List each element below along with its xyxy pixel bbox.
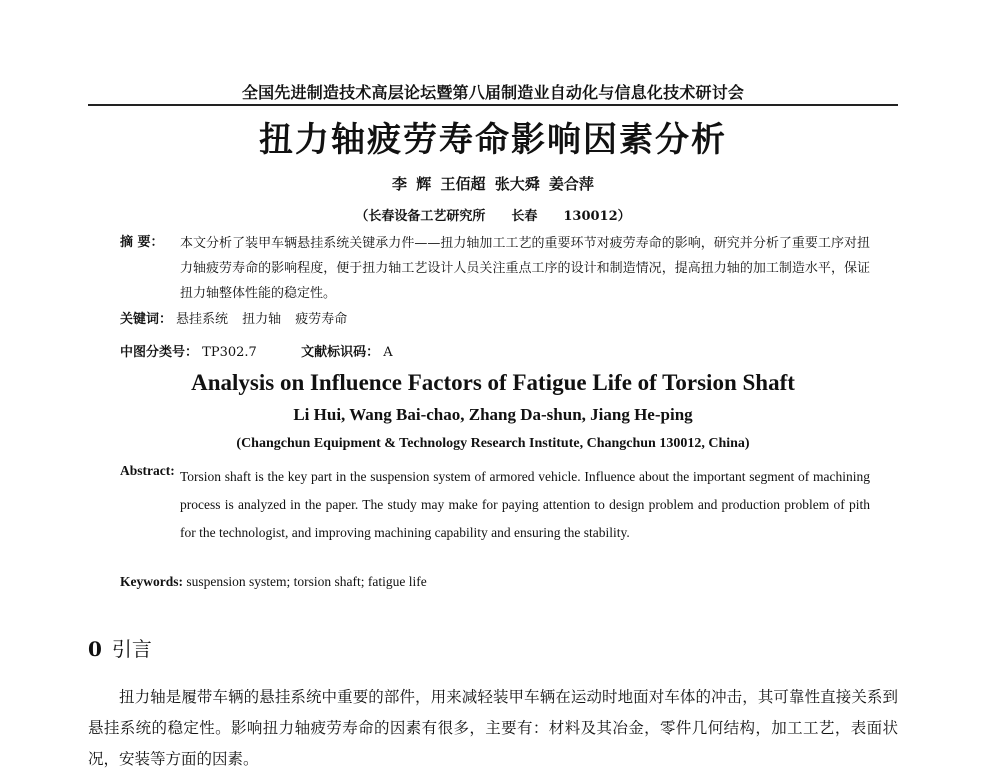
keywords-chinese (120, 308, 347, 327)
document-code-value: A (383, 345, 393, 360)
title-english: Analysis on Influence Factors of Fatigue Life of Torsion Shaft (191, 370, 795, 395)
abstract-english-text: Torsion shaft is the key part in the suspension system of armored vehicle. Influence about the important segment of machining process is analyzed in the paper. The study may make for paying attention to design problem and production problem of pith for the technologist, and improving machining capability and ensuring the stability. (180, 469, 870, 540)
section-heading (88, 633, 152, 662)
classification-label: 中图分类号： (120, 345, 199, 360)
abstract-chinese-text: 本文分析了装甲车辆悬挂系统关键承力件——扭力轴加工工艺的重要环节对疲劳寿命的影响，研究并分析了重要工序对扭力轴疲劳寿命的影响程度，便于扭力轴工艺设计人员关注重点工序的设计和制造情况，提高扭力轴的加工制造水平，保证扭力轴整体性能的稳定性。 (180, 236, 870, 301)
authors-chinese: 李 辉 王佰超 张大舜 姜合萍 (392, 175, 594, 193)
document-code-label: 文献标识码： (301, 345, 380, 360)
affiliation-english: (Changchun Equipment & Technology Research Institute, Changchun 130012, China) (236, 436, 750, 451)
keywords-english-value: suspension system; torsion shaft; fatigue life (186, 574, 427, 589)
section-title: 引言 (111, 637, 152, 661)
header-rule (88, 104, 898, 106)
classification-line (120, 341, 393, 360)
body-paragraph: 扭力轴是履带车辆的悬挂系统中重要的部件，用来减轻装甲车辆在运动时地面对车体的冲击，其可靠性直接关系到悬挂系统的稳定性。影响扭力轴疲劳寿命的因素有很多，主要有：材料及其冶金，零件几何结构，加工工艺，表面状况，安装等方面的因素。 (88, 688, 898, 768)
keywords-chinese-value: 悬挂系统 扭力轴 疲劳寿命 (176, 312, 348, 327)
abstract-chinese-label: 摘 要： (120, 235, 164, 250)
affiliation-chinese: （长春设备工艺研究所 长春 130012） (355, 209, 631, 224)
keywords-chinese-label: 关键词： (120, 312, 173, 327)
authors-english: Li Hui, Wang Bai-chao, Zhang Da-shun, Jiang He-ping (293, 405, 693, 424)
section-number: 0 (88, 637, 102, 661)
classification-value: TP302.7 (202, 345, 257, 360)
keywords-english (120, 574, 427, 590)
body-text (88, 682, 898, 775)
keywords-english-label: Keywords: (120, 574, 183, 589)
title-chinese: 扭力轴疲劳寿命影响因素分析 (259, 120, 727, 160)
conference-header: 全国先进制造技术高层论坛暨第八届制造业自动化与信息化技术研讨会 (241, 83, 745, 102)
abstract-english-label: Abstract: (120, 463, 175, 478)
